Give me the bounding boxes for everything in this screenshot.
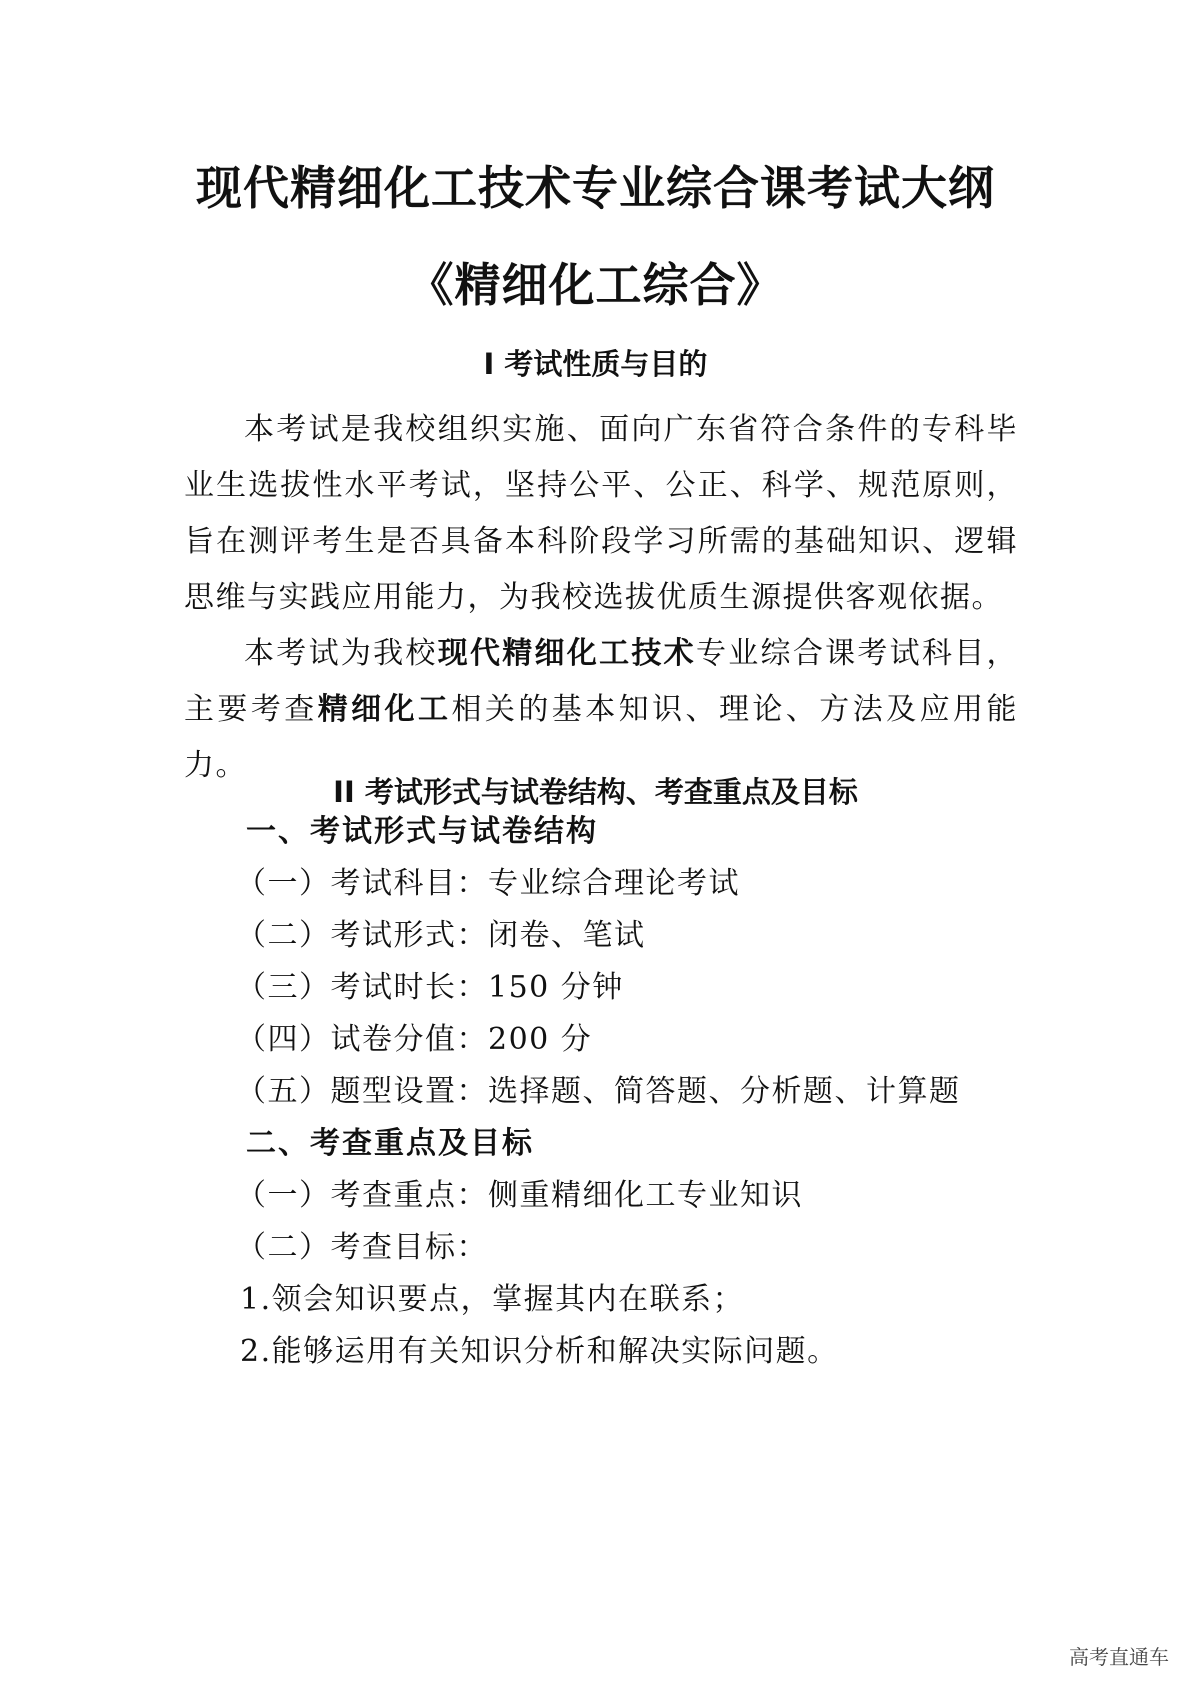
watermark: 高考直通车 — [1069, 1645, 1169, 1669]
paragraph-exam-subject — [184, 626, 1018, 794]
list-item: （一）考试科目：专业综合理论考试 — [236, 866, 740, 901]
section-heading-2: II 考试形式与试卷结构、考查重点及目标 — [333, 775, 858, 809]
para-text: 专业综合课考试科目，主要考查 — [184, 636, 1019, 727]
para-bold-subject: 精细化工 — [317, 692, 452, 727]
part-heading-1: 一、考试形式与试卷结构 — [246, 814, 598, 849]
para-text: 本考试为我校 — [244, 636, 438, 671]
list-item: （二）考试形式：闭卷、笔试 — [236, 918, 646, 953]
list-item: 2.能够运用有关知识分析和解决实际问题。 — [240, 1334, 839, 1369]
document-subtitle: 《精细化工综合》 — [407, 258, 784, 312]
para-bold-major: 现代精细化工技术 — [437, 636, 696, 671]
part-heading-2: 二、考查重点及目标 — [246, 1126, 534, 1161]
list-item: （三）考试时长：150 分钟 — [236, 970, 624, 1005]
list-item: （一）考查重点：侧重精细化工专业知识 — [236, 1178, 803, 1213]
list-item: （二）考查目标： — [236, 1230, 488, 1265]
para-text: 相关的基本知识、理论、方法及应用能力。 — [184, 692, 1018, 783]
list-item: 1.领会知识要点，掌握其内在联系； — [240, 1282, 745, 1317]
section-heading-1: I 考试性质与目的 — [483, 347, 708, 381]
list-item: （四）试卷分值：200 分 — [236, 1022, 593, 1057]
document-title: 现代精细化工技术专业综合课考试大纲 — [196, 161, 995, 215]
list-item: （五）题型设置：选择题、简答题、分析题、计算题 — [236, 1074, 961, 1109]
paragraph-exam-nature: 本考试是我校组织实施、面向广东省符合条件的专科毕业生选拔性水平考试，坚持公平、公正、科学、规范原则，旨在测评考生是否具备本科阶段学习所需的基础知识、逻辑思维与实践应用能力，为我校选拔优质生源提供客观依据。 — [184, 412, 1018, 615]
